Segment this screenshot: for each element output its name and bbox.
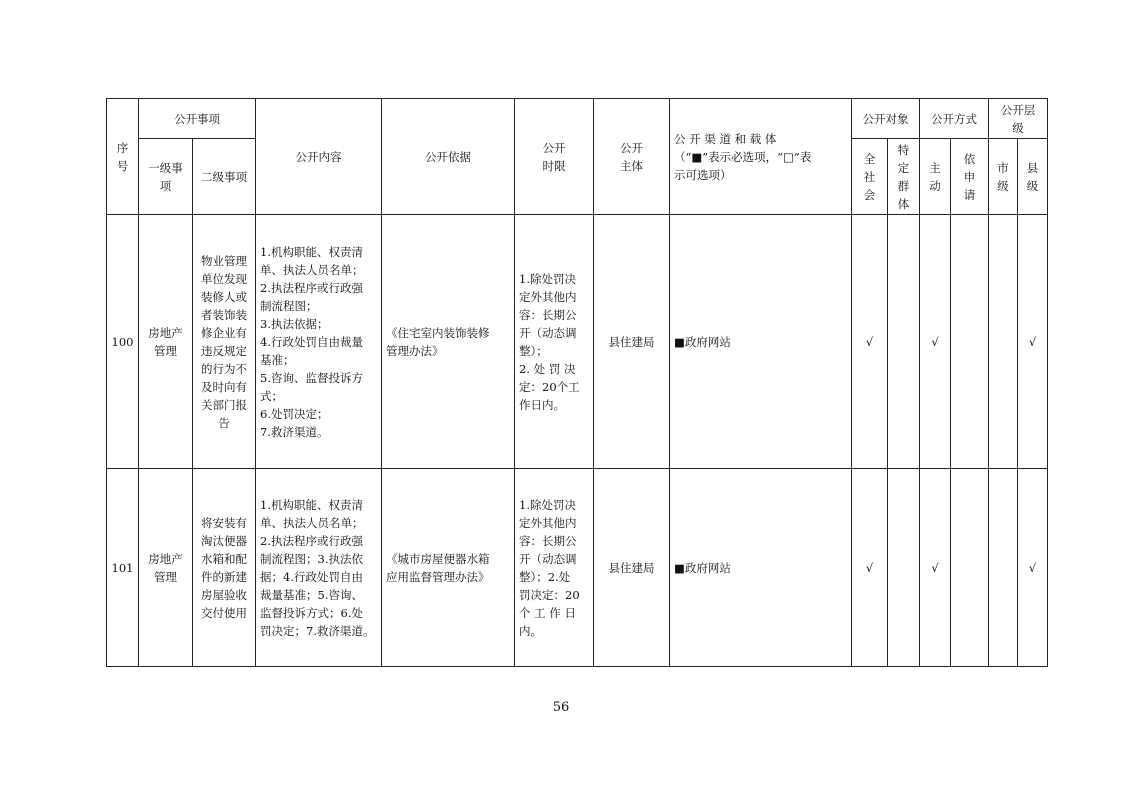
row-tier-county: √ (1018, 469, 1048, 667)
page-number: 56 (552, 700, 570, 715)
row-mode-active: √ (920, 469, 951, 667)
header-target-all: 全 社 会 (852, 139, 888, 215)
row-time-limit: 1.除处罚决 定外其他内 容：长期公 开（动态调 整）；2.处 罚决定：20 个 工 作 日 内。 (515, 469, 594, 667)
row-level2: 物业管理 单位发现 装修人或 者装饰装 修企业有 违反规定 的行为不 及时向有 关部门报 告 (193, 215, 256, 469)
row-level1: 房地产 管理 (139, 469, 193, 667)
header-basis: 公开依据 (382, 99, 515, 215)
row-content: 1.机构职能、权责清 单、执法人员名单； 2.执法程序或行政强 制流程图； 3.执法依据； 4.行政处罚自由裁量 基准； 5.咨询、监督投诉方 式； 6.处罚决定； 7.救济渠道。 (256, 215, 382, 469)
header-tier: 公开层 级 (989, 99, 1048, 139)
header-tier-city: 市 级 (989, 139, 1018, 215)
row-tier-city (989, 469, 1018, 667)
row-mode-request (951, 469, 989, 667)
header-content: 公开内容 (256, 99, 382, 215)
row-content: 1.机构职能、权责清 单、执法人员名单； 2.执法程序或行政强 制流程图；3.执法依 据；4.行政处罚自由 裁量基准；5.咨询、 监督投诉方式；6.处 罚决定；7.救济渠道。 (256, 469, 382, 667)
row-seq: 101 (107, 469, 139, 667)
row-tier-county: √ (1018, 215, 1048, 469)
header-time-limit: 公开 时限 (515, 99, 594, 215)
row-tier-city (989, 215, 1018, 469)
header-matter: 公开事项 (139, 99, 256, 139)
header-mode-request: 依 申 请 (951, 139, 989, 215)
row-level2: 将安装有 淘汰便器 水箱和配 件的新建 房屋验收 交付使用 (193, 469, 256, 667)
header-mode-active: 主 动 (920, 139, 951, 215)
row-basis: 《城市房屋便器水箱 应用监督管理办法》 (382, 469, 515, 667)
header-subject: 公开 主体 (594, 99, 670, 215)
row-target-specific (888, 469, 920, 667)
table-row (107, 215, 1048, 469)
row-target-specific (888, 215, 920, 469)
row-target-all: √ (852, 215, 888, 469)
header-level2: 二级事项 (193, 139, 256, 215)
row-target-all: √ (852, 469, 888, 667)
row-mode-request (951, 215, 989, 469)
row-subject: 县住建局 (594, 215, 670, 469)
header-mode: 公开方式 (920, 99, 989, 139)
header-target: 公开对象 (852, 99, 920, 139)
row-mode-active: √ (920, 215, 951, 469)
row-level1: 房地产 管理 (139, 215, 193, 469)
table-row (107, 469, 1048, 667)
row-basis: 《住宅室内装饰装修 管理办法》 (382, 215, 515, 469)
row-subject: 县住建局 (594, 469, 670, 667)
header-seq: 序 号 (107, 99, 139, 215)
row-channel: ■政府网站 (670, 215, 852, 469)
header-row-1 (107, 99, 1048, 139)
disclosure-table (106, 98, 1048, 667)
row-seq: 100 (107, 215, 139, 469)
row-time-limit: 1.除处罚决 定外其他内 容：长期公 开（动态调 整）； 2. 处 罚 决 定：20个工 作日内。 (515, 215, 594, 469)
header-target-specific: 特 定 群 体 (888, 139, 920, 215)
header-level1: 一级事 项 (139, 139, 193, 215)
header-channel: 公 开 渠 道 和 载 体 （“■”表示必选项，“□”表 示可选项） (670, 99, 852, 215)
header-tier-county: 县 级 (1018, 139, 1048, 215)
row-channel: ■政府网站 (670, 469, 852, 667)
